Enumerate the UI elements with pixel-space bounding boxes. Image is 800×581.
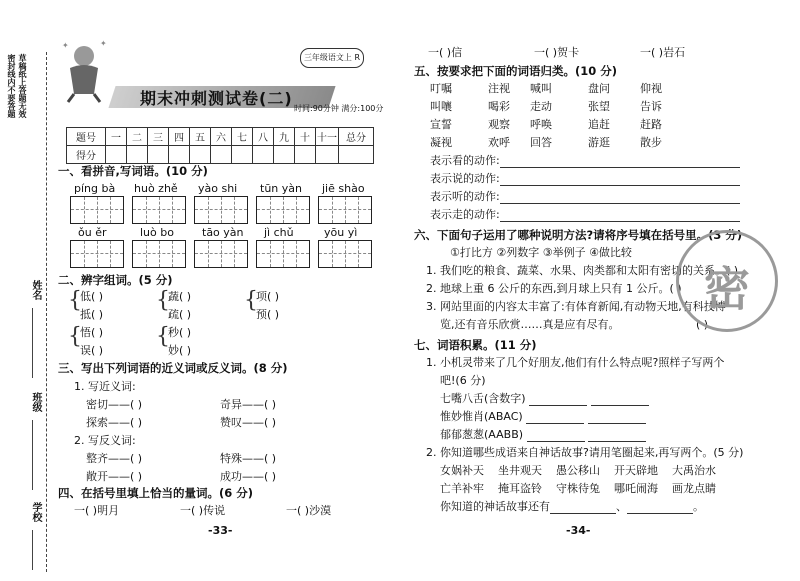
question: 吧!(6 分): [440, 374, 486, 387]
idiom[interactable]: 大禹治水: [672, 464, 716, 477]
section-6-heading: 六、下面句子运用了哪种说明方法?请将序号填在括号里。(3 分): [414, 228, 743, 242]
example-row: 郁郁葱葱(AABB): [440, 428, 646, 442]
score-head: 一: [106, 128, 127, 146]
synonym-item[interactable]: 探索——( ): [86, 416, 143, 429]
word: 叮嘱: [430, 82, 452, 95]
class-label: 班级: [30, 392, 41, 412]
word: 张望: [588, 100, 610, 113]
svg-text:✦: ✦: [62, 41, 69, 50]
question: 2. 你知道哪些成语来自神话故事?请用笔圈起来,再写两个。(5 分): [426, 446, 744, 459]
word: 叫嚷: [430, 100, 452, 113]
char-pair-item: 秒( ): [168, 326, 192, 339]
answer-line[interactable]: [588, 412, 646, 424]
score-head: 七: [232, 128, 253, 146]
question: 1. 小机灵带来了几个好朋友,他们有什么特点呢?照样子写两个: [426, 356, 725, 369]
word: 赶路: [640, 118, 662, 131]
answer-line[interactable]: [529, 394, 587, 406]
svg-text:✦: ✦: [100, 39, 107, 48]
answer-blank[interactable]: ( ): [696, 318, 709, 331]
antonym-item[interactable]: 成功——( ): [220, 470, 277, 483]
brace: {: [156, 324, 170, 349]
char-pair-item: 悟( ): [80, 326, 104, 339]
section-5-heading: 五、按要求把下面的词语归类。(10 分): [414, 64, 618, 78]
name-line[interactable]: [32, 308, 33, 378]
word: 喊叫: [530, 82, 552, 95]
score-head: 五: [190, 128, 211, 146]
score-cell[interactable]: [211, 146, 232, 164]
antonym-item[interactable]: 特殊——( ): [220, 452, 277, 465]
page-number-right: -34-: [566, 524, 591, 537]
brace: {: [68, 324, 82, 349]
score-cell[interactable]: [274, 146, 295, 164]
page-number-left: -33-: [208, 524, 233, 537]
score-head: 八: [253, 128, 274, 146]
school-line[interactable]: [32, 530, 33, 570]
category-row: 表示走的动作:: [430, 208, 740, 222]
question[interactable]: 1. 我们吃的粮食、蔬菜、水果、肉类都和太阳有密切的关系。( ): [426, 264, 739, 277]
char-pair-item: 低( ): [80, 290, 104, 303]
writing-box[interactable]: [194, 196, 248, 224]
score-head: 九: [274, 128, 295, 146]
question[interactable]: 2. 地球上重 6 公斤的东西,到月球上只有 1 公斤。( ): [426, 282, 682, 295]
word: 游逛: [588, 136, 610, 149]
antonym-item[interactable]: 敞开——( ): [86, 470, 143, 483]
section-3-heading: 三、写出下列词语的近义词或反义词。(8 分): [58, 361, 288, 375]
char-pair-item: 蔬( ): [168, 290, 192, 303]
score-head: 四: [169, 128, 190, 146]
char-pair-item: 项( ): [256, 290, 280, 303]
answer-line[interactable]: [627, 502, 693, 514]
writing-box[interactable]: [194, 240, 248, 268]
word: 仰视: [640, 82, 662, 95]
word: 盘问: [588, 82, 610, 95]
seal-line: [46, 52, 47, 572]
idiom[interactable]: 哪吒闹海: [614, 482, 658, 495]
word: 告诉: [640, 100, 662, 113]
score-head: 三: [148, 128, 169, 146]
word: 回答: [530, 136, 552, 149]
idiom[interactable]: 画龙点睛: [672, 482, 716, 495]
method-options: ①打比方 ②列数字 ③举例子 ④做比较: [450, 246, 632, 259]
mascot-illustration: [60, 38, 110, 104]
antonym-subheading: 2. 写反义词:: [74, 434, 136, 447]
measure-word-item[interactable]: 一( )明月: [74, 504, 120, 517]
pinyin: huò zhě: [134, 182, 178, 195]
writing-box[interactable]: [132, 240, 186, 268]
pinyin: jiē shào: [322, 182, 365, 195]
score-head: 题号: [67, 128, 106, 146]
word: 喝彩: [488, 100, 510, 113]
idiom[interactable]: 守株待兔: [556, 482, 600, 495]
score-cell[interactable]: [127, 146, 148, 164]
antonym-item[interactable]: 整齐——( ): [86, 452, 143, 465]
answer-line[interactable]: [588, 430, 646, 442]
pinyin: jì chǔ: [264, 226, 294, 239]
answer-line[interactable]: [500, 192, 740, 204]
example-row: 七嘴八舌(含数字): [440, 392, 649, 406]
synonym-item[interactable]: 赞叹——( ): [220, 416, 277, 429]
answer-line[interactable]: [527, 430, 585, 442]
writing-box[interactable]: [318, 240, 372, 268]
confidential-stamp: 密: [676, 230, 778, 332]
answer-line[interactable]: [550, 502, 616, 514]
answer-line[interactable]: [500, 174, 740, 186]
word: 散步: [640, 136, 662, 149]
score-head: 六: [211, 128, 232, 146]
measure-word-item[interactable]: 一( )传说: [180, 504, 226, 517]
measure-word-item[interactable]: 一( )信: [428, 46, 463, 59]
word: 宣誓: [430, 118, 452, 131]
writing-box[interactable]: [132, 196, 186, 224]
brace: {: [68, 288, 82, 313]
char-pair-item: 疏( ): [168, 308, 192, 321]
writing-box[interactable]: [256, 240, 310, 268]
measure-word-item[interactable]: 一( )贺卡: [534, 46, 580, 59]
class-line[interactable]: [32, 420, 33, 490]
measure-word-item[interactable]: 一( )沙漠: [286, 504, 332, 517]
pinyin: ǒu ěr: [78, 226, 107, 239]
question: 3. 网站里面的内容太丰富了:有体育新闻,有动物天地,有科技博: [426, 300, 726, 313]
section-7-heading: 七、词语积累。(11 分): [414, 338, 537, 352]
idiom[interactable]: 女娲补天: [440, 464, 484, 477]
score-cell[interactable]: [253, 146, 274, 164]
measure-word-item[interactable]: 一( )岩石: [640, 46, 686, 59]
char-pair-item: 预( ): [256, 308, 280, 321]
seal-note-1: 密封线内不要答题: [7, 54, 16, 118]
score-head: 总分: [339, 128, 374, 146]
binding-strip: [6, 52, 52, 572]
question: 览,还有音乐欣赏……真是应有尽有。: [440, 318, 620, 331]
word: 欢呼: [488, 136, 510, 149]
section-1-heading: 一、看拼音,写词语。(10 分): [58, 164, 208, 178]
score-cell[interactable]: [316, 146, 339, 164]
synonym-item[interactable]: 密切——( ): [86, 398, 143, 411]
word: 追赶: [588, 118, 610, 131]
word: 走动: [530, 100, 552, 113]
writing-box[interactable]: [70, 196, 124, 224]
writing-box[interactable]: [70, 240, 124, 268]
idiom[interactable]: 掩耳盗铃: [498, 482, 542, 495]
word: 凝视: [430, 136, 452, 149]
brace: {: [156, 288, 170, 313]
pinyin: tāo yàn: [202, 226, 244, 239]
section-4-heading: 四、在括号里填上恰当的量词。(6 分): [58, 486, 254, 500]
school-label: 学校: [30, 502, 41, 522]
score-cell[interactable]: [190, 146, 211, 164]
example-row: 惟妙惟肖(ABAC): [440, 410, 646, 424]
word: 观察: [488, 118, 510, 131]
score-header-row: [67, 128, 374, 146]
category-row: 表示看的动作:: [430, 154, 740, 168]
answer-line[interactable]: [591, 394, 649, 406]
pinyin: yōu yì: [324, 226, 358, 239]
grade-badge: 三年级语文上 R: [300, 48, 364, 68]
score-label: 得分: [67, 146, 106, 164]
final-question: 你知道的神话故事还有 、 。: [440, 500, 704, 513]
score-head: 十一: [316, 128, 339, 146]
score-head: 十: [295, 128, 316, 146]
answer-line[interactable]: [526, 412, 584, 424]
writing-box[interactable]: [318, 196, 372, 224]
seal-note-2: 草稿纸上答题无效: [18, 54, 27, 118]
exam-info: 时间:90分钟 满分:100分: [294, 104, 384, 113]
brace: {: [244, 288, 258, 313]
score-cell[interactable]: [148, 146, 169, 164]
idiom[interactable]: 开天辟地: [614, 464, 658, 477]
word: 注视: [488, 82, 510, 95]
writing-box[interactable]: [256, 196, 310, 224]
section-2-heading: 二、辨字组词。(5 分): [58, 273, 173, 287]
category-row: 表示听的动作:: [430, 190, 740, 204]
name-label: 姓名: [30, 280, 41, 300]
pinyin: luò bo: [140, 226, 174, 239]
char-pair-item: 抵( ): [80, 308, 104, 321]
score-cell[interactable]: [295, 146, 316, 164]
exam-title: 期末冲刺测试卷(二): [140, 89, 293, 108]
answer-line[interactable]: [500, 210, 740, 222]
idiom[interactable]: 坐井观天: [498, 464, 542, 477]
category-row: 表示说的动作:: [430, 172, 740, 186]
pinyin: píng bà: [74, 182, 116, 195]
score-head: 二: [127, 128, 148, 146]
char-pair-item: 妙( ): [168, 344, 192, 357]
answer-line[interactable]: [500, 156, 740, 168]
idiom[interactable]: 愚公移山: [556, 464, 600, 477]
synonym-item[interactable]: 奇异——( ): [220, 398, 277, 411]
pinyin: tūn yàn: [260, 182, 302, 195]
score-cell[interactable]: [106, 146, 127, 164]
score-cell[interactable]: [339, 146, 374, 164]
synonym-subheading: 1. 写近义词:: [74, 380, 136, 393]
word: 呼唤: [530, 118, 552, 131]
score-cell[interactable]: [232, 146, 253, 164]
score-cell[interactable]: [169, 146, 190, 164]
idiom[interactable]: 亡羊补牢: [440, 482, 484, 495]
char-pair-item: 误( ): [80, 344, 104, 357]
score-value-row: [67, 146, 374, 164]
pinyin: yào shi: [198, 182, 238, 195]
score-table: [66, 127, 374, 164]
